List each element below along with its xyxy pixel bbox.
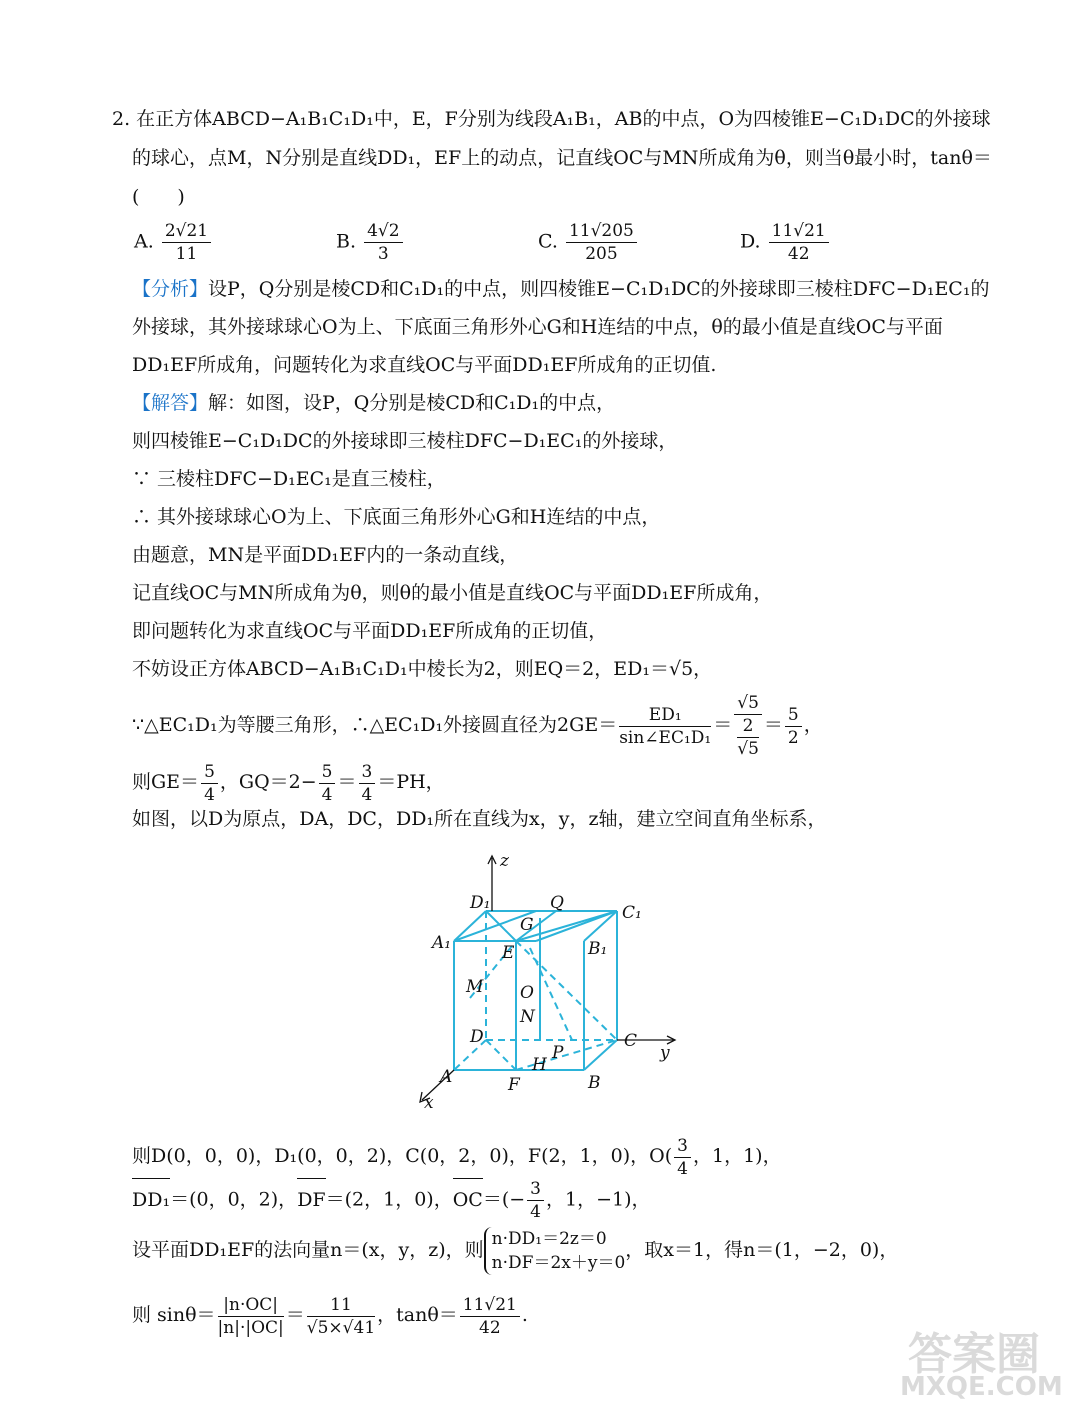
choice-a-den: 11 xyxy=(175,244,198,264)
solution-line-11: 如图，以D为原点，DA，DC，DD₁所在直线为x，y，z轴，建立空间直角坐标系， xyxy=(132,808,827,830)
fig-label-B1: B₁ xyxy=(588,939,608,959)
solution-line-12: 则D(0，0，0)，D₁(0，0，2)，C(0，2，0)，F(2，1，0)，O( $\frac{3}{4}$ ，1，1)， xyxy=(132,1135,782,1179)
watermark-url: MXQE.COM xyxy=(900,1372,1063,1402)
choice-b-num: 4√2 xyxy=(364,220,402,243)
choice-d-num: 11√21 xyxy=(769,220,829,243)
choice-a[interactable]: A. $\frac{2√21}{11}$ xyxy=(134,220,213,265)
analysis-tag: 【分析】 xyxy=(132,278,209,300)
choice-b-den: 3 xyxy=(377,244,389,264)
solution-line-6: 记直线OC与MN所成角为θ，则θ的最小值是直线OC与平面DD₁EF所成角， xyxy=(132,582,773,604)
question-line-1: 2. 在正方体ABCD−A₁B₁C₁D₁中，E，F分别为线段A₁B₁，AB的中点，O为四棱锥E−C₁D₁DC的外接球 xyxy=(112,108,991,130)
fig-label-C: C xyxy=(624,1031,638,1051)
question-line-2: 的球心，点M，N分别是直线DD₁，EF上的动点，记直线OC与MN所成角为θ，则当θ最小时，tanθ＝ xyxy=(132,147,992,169)
choice-d-den: 42 xyxy=(787,244,810,264)
fig-label-A: A xyxy=(440,1067,453,1087)
fig-label-M: M xyxy=(466,977,484,997)
solution-tag: 【解答】 xyxy=(132,392,209,414)
fig-label-H: H xyxy=(532,1055,547,1075)
choice-b[interactable]: B. $\frac{4√2}{3}$ xyxy=(336,220,405,265)
fig-label-A1: A₁ xyxy=(432,933,452,953)
fig-label-C1: C₁ xyxy=(622,903,642,923)
choice-c[interactable]: C. $\frac{11√205}{205}$ xyxy=(538,220,639,265)
solution-line-7: 即问题转化为求直线OC与平面DD₁EF所成角的正切值， xyxy=(132,620,608,642)
fig-label-D: D xyxy=(470,1027,484,1047)
analysis-line-1: 【分析】设P，Q分别是棱CD和C₁D₁的中点，则四棱锥E−C₁D₁DC的外接球即三棱柱DFC−D₁EC₁的 xyxy=(132,278,990,300)
fig-label-E: E xyxy=(502,943,515,963)
solution-line-8: 不妨设正方体ABCD−A₁B₁C₁D₁中棱长为2，则EQ＝2，ED₁＝√5， xyxy=(132,658,713,680)
fig-label-F: F xyxy=(508,1075,520,1095)
choice-c-num: 11√205 xyxy=(566,220,637,243)
solution-line-14: 设平面DD₁EF的法向量n＝(x，y，z)，则 n·DD₁＝2z＝0 n·DF＝2x＋y＝0 ，取x＝1，得n＝(1，−2，0)， xyxy=(132,1229,899,1273)
choice-a-num: 2√21 xyxy=(162,220,211,243)
question-line-3: ( ) xyxy=(132,186,185,208)
solution-line-10: 则GE＝ $\frac{5}{4}$ ，GQ＝2− $\frac{5}{4}$ ＝ $\frac{3}{4}$ ＝PH， xyxy=(132,761,445,805)
cube-figure xyxy=(412,848,692,1110)
solution-line-15: 则 sinθ＝ $\frac{|n\cdot OC|}{|n|\cdot|OC|}$ ＝ $\frac{11}{√5\times√41}$ ，tanθ＝ $\frac{11√21}{42}$ . xyxy=(132,1294,528,1338)
fig-label-G: G xyxy=(520,915,534,935)
fig-label-Q: Q xyxy=(550,893,564,913)
fig-label-D1: D₁ xyxy=(470,893,491,913)
solution-line-13: DD₁＝(0，0，2)，DF＝(2，1，0)，OC＝(− $\frac{3}{4}$ ，1，−1)， xyxy=(132,1179,651,1222)
solution-line-5: 由题意，MN是平面DD₁EF内的一条动直线， xyxy=(132,544,519,566)
fig-label-z: z xyxy=(500,851,509,871)
solution-line-9: ∵△EC₁D₁为等腰三角形，∴△EC₁D₁外接圆直径为2GE＝ $\frac{\text{ED₁}}{\text{sin∠EC₁D₁}}$ ＝ $\frac{√5}{\frac{2}{√5}}$ ＝ $\frac{5}{2}$ ， xyxy=(132,693,823,759)
fig-label-y: y xyxy=(660,1043,670,1063)
solution-line-2: 则四棱锥E−C₁D₁DC的外接球即三棱柱DFC−D₁EC₁的外接球， xyxy=(132,430,678,452)
fig-label-O: O xyxy=(520,983,534,1003)
fig-label-B: B xyxy=(588,1073,601,1093)
fig-label-x: x xyxy=(424,1093,434,1110)
solution-line-3: ∵ 三棱柱DFC−D₁EC₁是直三棱柱， xyxy=(132,468,446,490)
choice-d[interactable]: D. $\frac{11√21}{42}$ xyxy=(740,220,831,265)
analysis-line-2: 外接球，其外接球球心O为上、下底面三角形外心G和H连结的中点，θ的最小值是直线OC与平面 xyxy=(132,316,943,338)
watermark-logo: 答案圈 xyxy=(908,1329,1040,1380)
choice-c-den: 205 xyxy=(585,244,618,264)
solution-line-1: 【解答】解：如图，设P，Q分别是棱CD和C₁D₁的中点， xyxy=(132,392,616,414)
fig-label-N: N xyxy=(520,1007,535,1027)
analysis-line-3: DD₁EF所成角，问题转化为求直线OC与平面DD₁EF所成角的正切值. xyxy=(132,354,717,376)
fig-label-P: P xyxy=(552,1043,564,1063)
solution-line-4: ∴ 其外接球球心O为上、下底面三角形外心G和H连结的中点， xyxy=(132,506,661,528)
